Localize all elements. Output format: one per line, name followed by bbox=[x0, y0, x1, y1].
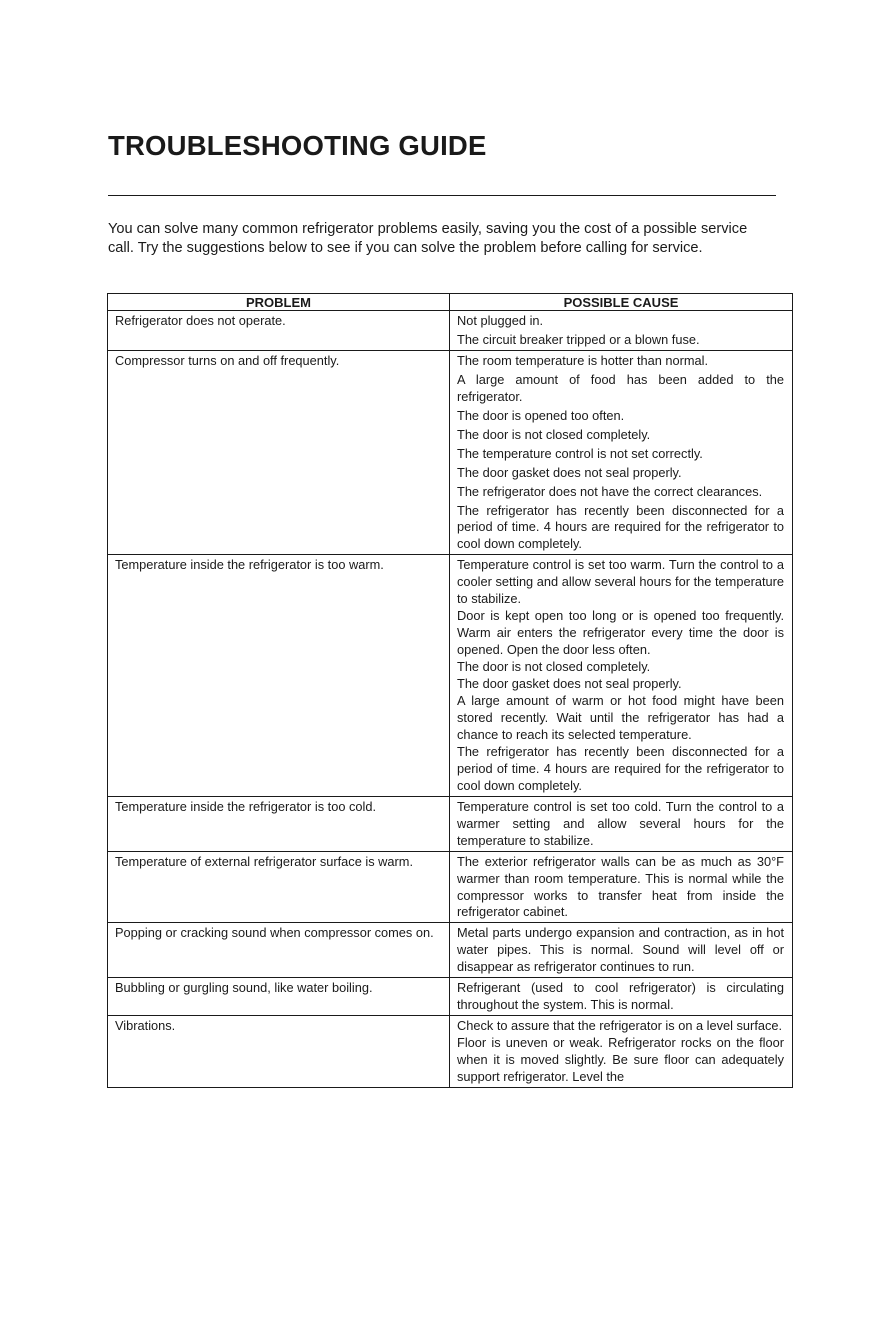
cause-item: The exterior refrigerator walls can be as much as 30°F warmer than room temperature. This is normal while the compressor works to transfer heat from inside the refrigerator cabinet. bbox=[457, 853, 784, 920]
cause-item: The room temperature is hotter than normal. bbox=[457, 352, 709, 368]
cause-cell bbox=[450, 311, 793, 351]
intro-paragraph: You can solve many common refrigerator problems easily, saving you the cost of a possible service call. Try the suggestions below to see if you can solve the problem before calling for service. bbox=[108, 221, 748, 257]
cause-cell bbox=[450, 796, 793, 851]
table-header-row bbox=[108, 294, 793, 311]
table-row bbox=[108, 311, 793, 351]
table-body bbox=[108, 311, 793, 1088]
cause-item: The refrigerator has recently been disconnected for a period of time. 4 hours are required for the refrigerator to cool down completely. bbox=[457, 502, 784, 552]
troubleshooting-table bbox=[107, 293, 793, 1088]
cause-item: The temperature control is not set correctly. bbox=[457, 445, 703, 461]
problem-cell: Compressor turns on and off frequently. bbox=[108, 350, 450, 554]
table-row bbox=[108, 796, 793, 851]
cause-item: Refrigerant (used to cool refrigerator) is circulating throughout the system. This is normal. bbox=[457, 980, 784, 1013]
table-row bbox=[108, 555, 793, 796]
cause-cell bbox=[450, 923, 793, 978]
cause-item: The door is not closed completely. bbox=[457, 426, 651, 442]
title-divider bbox=[108, 195, 776, 196]
cause-item: The refrigerator does not have the correct clearances. bbox=[457, 483, 763, 499]
cause-cell bbox=[450, 851, 793, 923]
cause-cell bbox=[450, 555, 793, 796]
problem-cell: Vibrations. bbox=[108, 1016, 450, 1088]
table-row bbox=[108, 851, 793, 923]
cause-item: A large amount of food has been added to the refrigerator. bbox=[457, 371, 784, 404]
page-title: TROUBLESHOOTING GUIDE bbox=[108, 130, 487, 161]
cause-item: The refrigerator has recently been disconnected for a period of time. 4 hours are required for the refrigerator to cool down completely. bbox=[457, 743, 784, 793]
cause-cell bbox=[450, 350, 793, 554]
cause-item: Not plugged in. bbox=[457, 313, 544, 328]
cause-item: The door gasket does not seal properly. bbox=[457, 676, 682, 692]
cause-cell bbox=[450, 978, 793, 1016]
cause-item: The circuit breaker tripped or a blown fuse. bbox=[457, 331, 700, 347]
problem-cell: Refrigerator does not operate. bbox=[108, 311, 450, 351]
cause-item: Temperature control is set too warm. Turn the control to a cooler setting and allow several hours for the temperature to stabilize. bbox=[457, 557, 784, 607]
cause-item: The door gasket does not seal properly. bbox=[457, 464, 682, 480]
table-row bbox=[108, 978, 793, 1016]
cause-item: Door is kept open too long or is opened too frequently. Warm air enters the refrigerator every time the door is opened. Open the door less often. bbox=[457, 608, 784, 658]
cause-item: The door is not closed completely. bbox=[457, 659, 651, 675]
cause-cell bbox=[450, 1016, 793, 1088]
cause-item: Check to assure that the refrigerator is on a level surface. bbox=[457, 1018, 783, 1034]
table-row bbox=[108, 1016, 793, 1088]
problem-cell: Temperature inside the refrigerator is too cold. bbox=[108, 796, 450, 851]
problem-cell: Bubbling or gurgling sound, like water boiling. bbox=[108, 978, 450, 1016]
problem-column-header: PROBLEM bbox=[108, 294, 450, 311]
table-row bbox=[108, 923, 793, 978]
table-row bbox=[108, 350, 793, 554]
cause-item: Metal parts undergo expansion and contraction, as in hot water pipes. This is normal. Sound will level off or disappear as refrigerator continues to run. bbox=[457, 925, 784, 975]
cause-column-header: POSSIBLE CAUSE bbox=[450, 294, 793, 311]
cause-item: Floor is uneven or weak. Refrigerator rocks on the floor when it is moved slightly. Be sure floor can adequately support refrigerator. Level the bbox=[457, 1035, 784, 1085]
problem-cell: Temperature of external refrigerator surface is warm. bbox=[108, 851, 450, 923]
cause-item: Temperature control is set too cold. Turn the control to a warmer setting and allow several hours for the temperature to stabilize. bbox=[457, 798, 784, 848]
problem-cell: Popping or cracking sound when compressor comes on. bbox=[108, 923, 450, 978]
problem-cell: Temperature inside the refrigerator is too warm. bbox=[108, 555, 450, 796]
cause-item: A large amount of warm or hot food might have been stored recently. Wait until the refrigerator has had a chance to reach its selected temperature. bbox=[457, 693, 784, 742]
cause-item: The door is opened too often. bbox=[457, 407, 625, 423]
